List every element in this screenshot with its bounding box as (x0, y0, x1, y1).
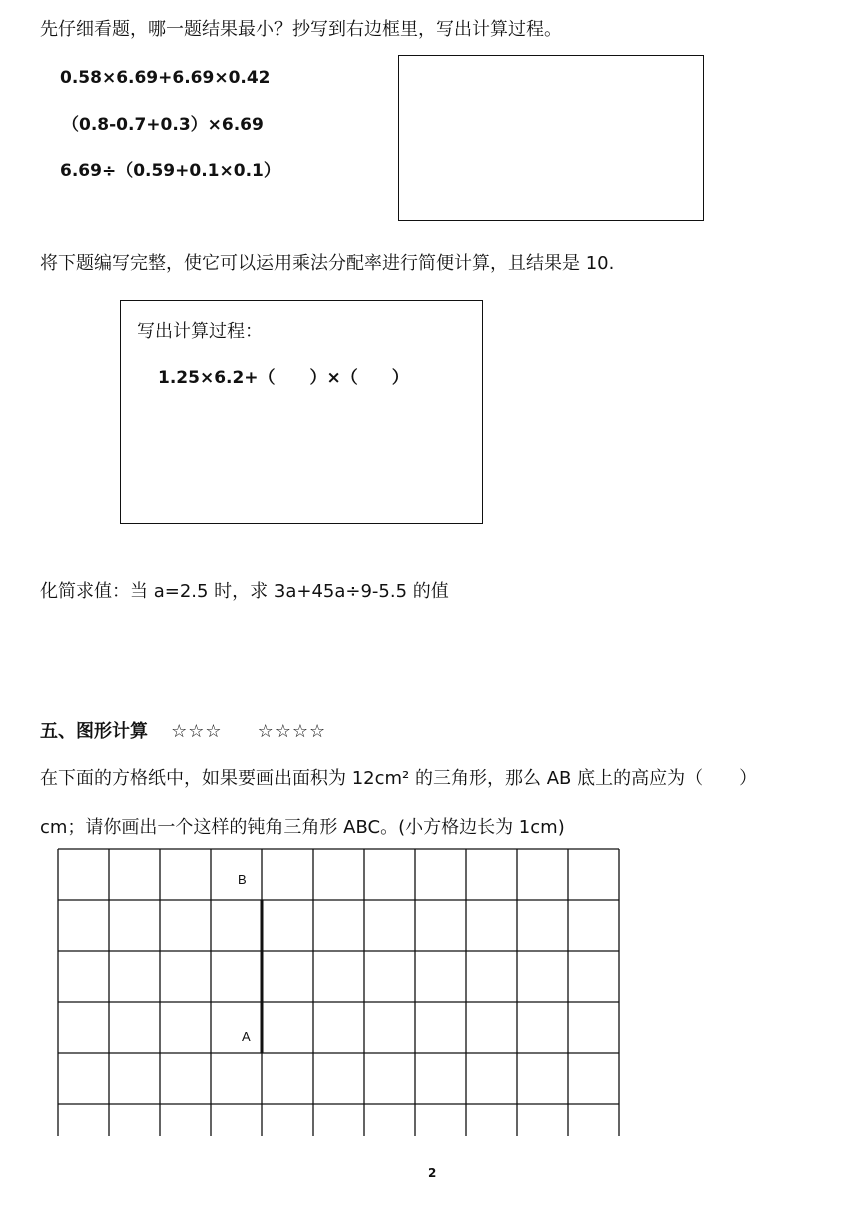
q1-expression-1: 0.58×6.69+6.69×0.42 (60, 68, 271, 88)
q3-instruction: 化简求值：当 a=2.5 时，求 3a+45a÷9-5.5 的值 (40, 581, 449, 602)
section5-question-line2: cm；请你画出一个这样的钝角三角形 ABC。(小方格边长为 1cm) (40, 817, 565, 838)
q1-expression-2: （0.8-0.7+0.3）×6.69 (62, 115, 264, 135)
difficulty-stars-4: ☆☆☆☆ (257, 721, 327, 742)
grid-paper[interactable] (57, 848, 621, 1136)
q1-instruction: 先仔细看题，哪一题结果最小？抄写到右边框里，写出计算过程。 (40, 19, 562, 40)
q2-instruction: 将下题编写完整，使它可以运用乘法分配率进行简便计算，且结果是 10. (40, 253, 615, 274)
q1-expression-3: 6.69÷（0.59+0.1×0.1） (60, 161, 281, 181)
point-b-label: B (238, 872, 247, 887)
difficulty-stars-3: ☆☆☆ (171, 721, 223, 742)
point-a-label: A (242, 1029, 251, 1044)
section5-heading: 五、图形计算 (40, 721, 148, 742)
section5-header (40, 720, 326, 744)
q2-answer-box[interactable] (120, 300, 483, 524)
q1-answer-box[interactable] (398, 55, 704, 221)
q2-box-title: 写出计算过程： (137, 321, 263, 342)
q2-expression: 1.25×6.2+（ ）×（ ） (158, 368, 409, 388)
section5-question-line1: 在下面的方格纸中，如果要画出面积为 12cm² 的三角形，那么 AB 底上的高应为（ ） (40, 768, 758, 789)
page-number: 2 (428, 1166, 437, 1180)
